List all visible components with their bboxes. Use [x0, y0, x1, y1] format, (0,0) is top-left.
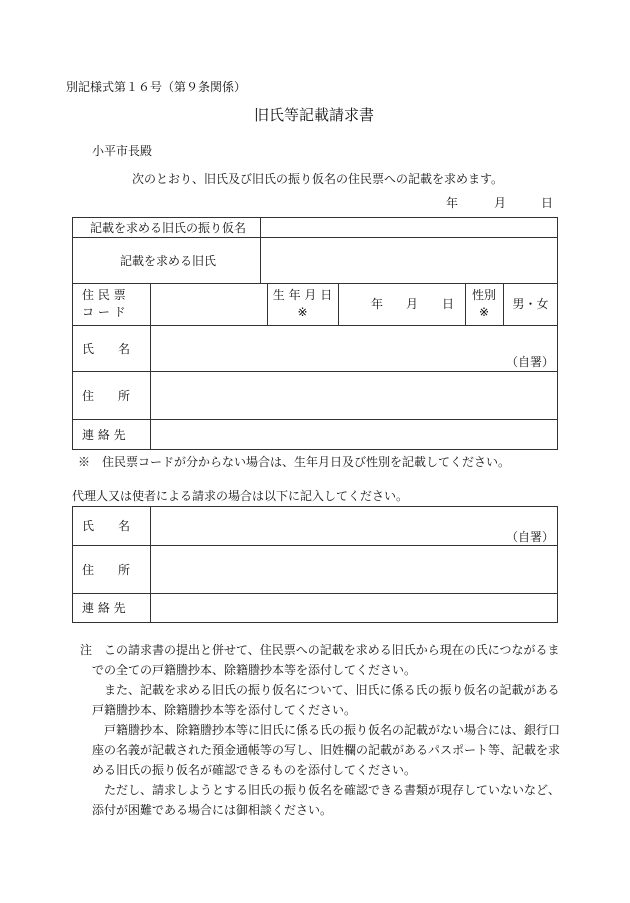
form-number: 別記様式第１６号（第９条関係）	[66, 80, 247, 94]
name-field[interactable]	[152, 326, 492, 370]
intro-text: 次のとおり、旧氏及び旧氏の振り仮名の住民票への記載を求めます。	[132, 172, 504, 186]
addressee: 小平市長殿	[92, 144, 153, 158]
name-label: 氏 名	[82, 342, 131, 356]
note-line: ただし、請求しようとする旧氏の振り仮名を確認できる書類が現存していないなど、	[92, 783, 561, 797]
note-line: 添付が困難である場合には御相談ください。	[92, 803, 333, 817]
birthdate-mark: ※	[297, 305, 308, 319]
sex-options[interactable]: 男・女	[512, 297, 549, 311]
furigana-label: 記載を求める旧氏の振り仮名	[90, 221, 247, 235]
agent-name-field[interactable]	[152, 507, 492, 544]
resident-code-label-1: 住 民 票	[82, 288, 126, 302]
agent-name-label: 氏 名	[82, 519, 131, 533]
agent-address-label: 住 所	[82, 563, 131, 577]
page-title: 旧氏等記載請求書	[254, 106, 375, 124]
agent-contact-label: 連 絡 先	[82, 601, 126, 615]
note-line: 注 この請求書の提出と併せて、住民票への記載を求める旧氏から現在の氏につながるま	[80, 643, 560, 657]
note-line: また、記載を求める旧氏の振り仮名について、旧氏に係る氏の振り仮名の記載がある	[92, 683, 560, 697]
agent-contact-field[interactable]	[152, 594, 556, 622]
birth-month: 月	[406, 297, 419, 311]
note-line: 座の名義が記載された預金通帳等の写し、旧姓欄の記載があるパスポート等、記載を求	[92, 743, 561, 757]
note-line: 戸籍謄抄本、除籍謄抄本等に旧氏に係る氏の振り仮名の記載がない場合には、銀行口	[92, 723, 561, 737]
address-field[interactable]	[152, 372, 556, 418]
agent-intro: 代理人又は使者による請求の場合は以下に記入してください。	[72, 489, 409, 503]
agent-address-field[interactable]	[152, 546, 556, 592]
birth-day: 日	[442, 297, 455, 311]
signature-note: （自署）	[506, 355, 555, 369]
date-day: 日	[541, 196, 554, 210]
code-note: ※ 住民票コードが分からない場合は、生年月日及び性別を記載してください。	[78, 455, 511, 469]
sex-label: 性別	[471, 288, 496, 302]
note-line: める旧氏の振り仮名が確認できるものを添付してください。	[92, 763, 417, 777]
address-label: 住 所	[82, 389, 131, 403]
contact-label: 連 絡 先	[82, 428, 126, 442]
birth-year: 年	[371, 297, 384, 311]
sex-mark: ※	[478, 305, 490, 319]
note-line: 戸籍謄抄本、除籍謄抄本等を添付してください。	[92, 703, 357, 717]
former-surname-label: 記載を求める旧氏	[120, 254, 217, 268]
resident-code-label-2: コ ー ド	[82, 305, 126, 319]
former-surname-field[interactable]	[262, 238, 556, 282]
furigana-field[interactable]	[262, 218, 556, 236]
contact-field[interactable]	[152, 420, 556, 448]
note-line: での全ての戸籍謄抄本、除籍謄抄本等を添付してください。	[92, 663, 417, 677]
resident-code-field[interactable]	[152, 284, 266, 324]
agent-signature-note: （自署）	[506, 530, 555, 544]
birthdate-label: 生 年 月 日	[272, 288, 333, 302]
date-month: 月	[494, 196, 507, 210]
date-year: 年	[446, 196, 459, 210]
